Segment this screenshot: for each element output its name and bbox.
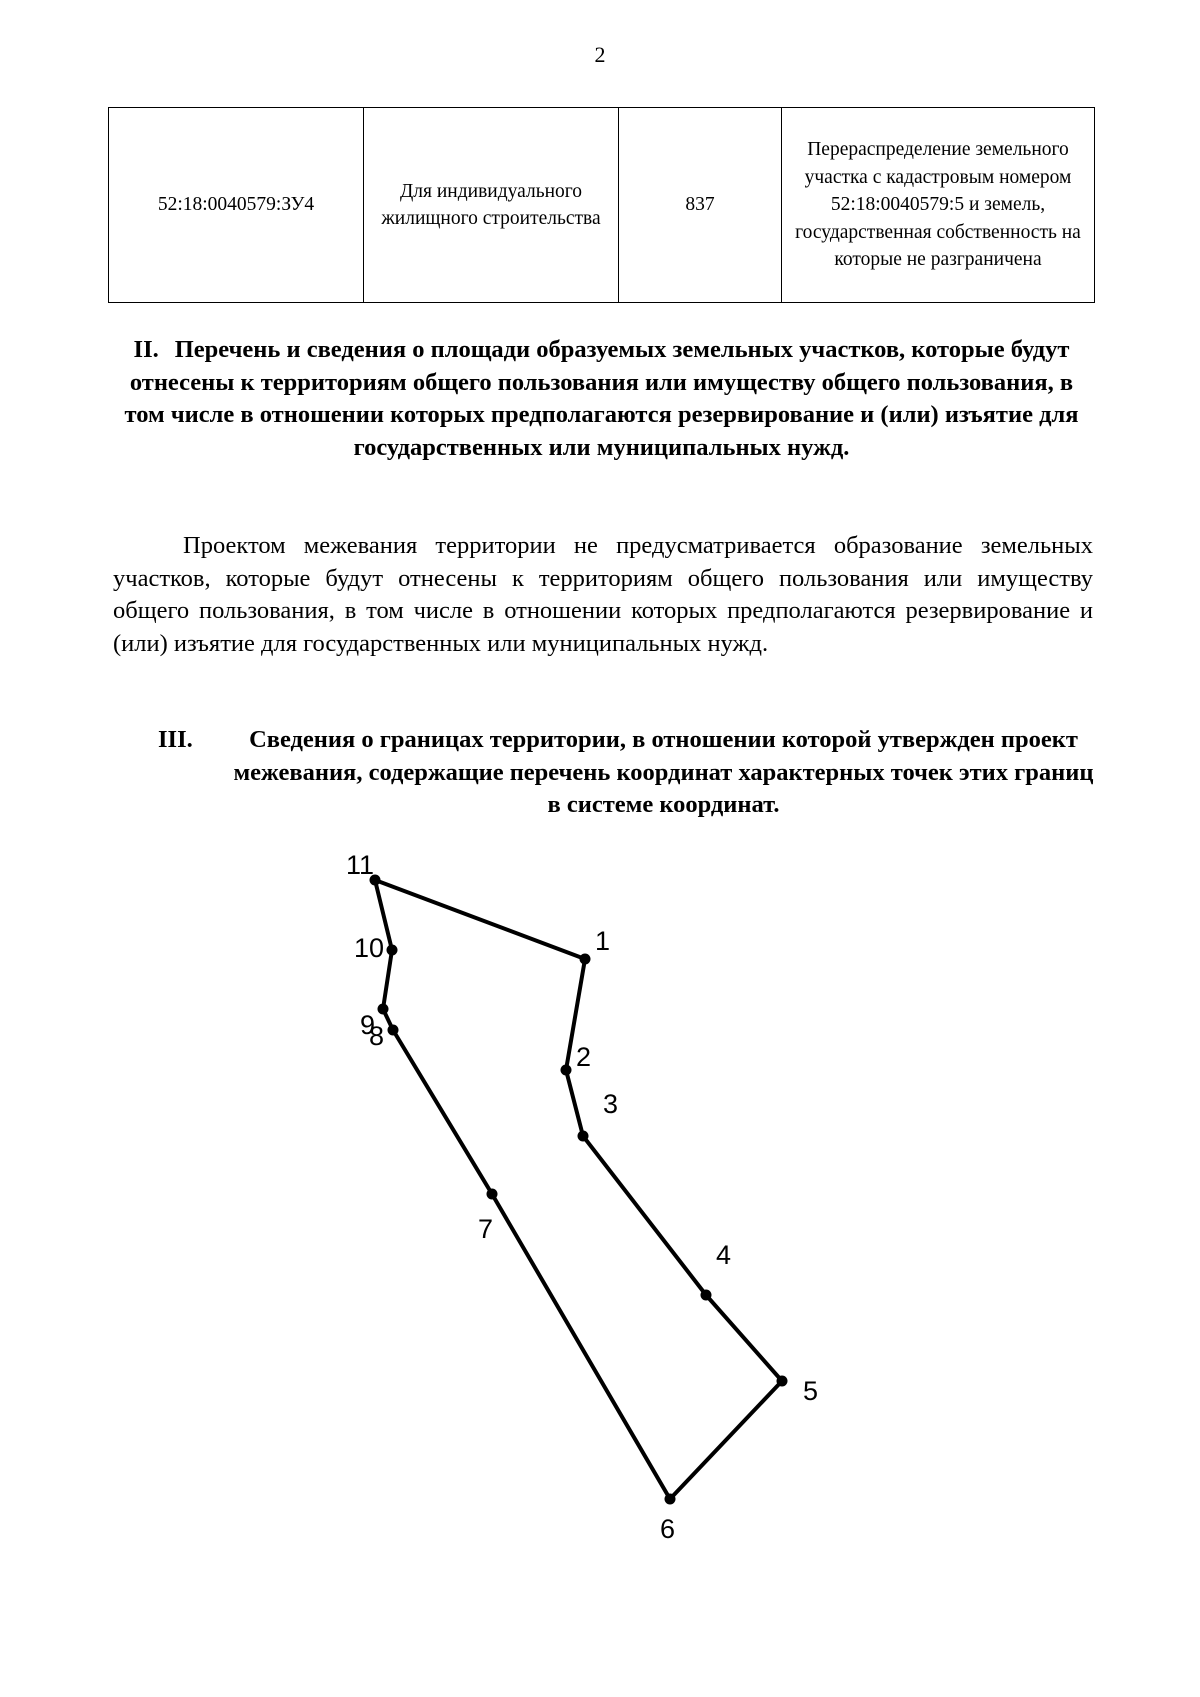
parcel-area-cell: 837 <box>619 108 782 303</box>
parcel-usage-cell: Для индивидуального жилищного строительства <box>364 108 619 303</box>
vertex-label-2: 2 <box>576 1042 592 1072</box>
vertex-marker <box>561 1065 572 1076</box>
page-number: 2 <box>594 42 606 67</box>
vertex-label-4: 4 <box>716 1240 732 1270</box>
section-2-heading <box>110 334 1093 464</box>
vertex-marker <box>487 1189 498 1200</box>
parcel-method-cell: Перераспределение земельного участка с кадастровым номером 52:18:0040579:5 и земель, государственная собственность на которые не разграничена <box>782 108 1095 303</box>
vertex-label-8: 8 <box>369 1021 385 1051</box>
vertex-label-1: 1 <box>595 926 611 956</box>
vertex-markers <box>370 875 788 1505</box>
vertex-label-10: 10 <box>354 933 385 963</box>
vertex-label-6: 6 <box>660 1514 676 1544</box>
boundary-polygon <box>375 880 782 1499</box>
boundary-diagram <box>330 850 850 1544</box>
vertex-marker <box>777 1376 788 1387</box>
vertex-marker <box>578 1131 589 1142</box>
vertex-marker <box>388 1025 399 1036</box>
section-3-heading <box>150 724 1095 822</box>
section-2-number: II. <box>133 336 159 363</box>
section-2-title: Перечень и сведения о площади образуемых земельных участков, которые будут отнесены к территориям общего пользования или имуществу общего пользования, в том числе в отношении которых предполагаются резервирование и (или) изъятие для государственных или муниципальных нужд. <box>124 336 1079 461</box>
vertex-marker <box>665 1494 676 1505</box>
parcel-designation-cell: 52:18:0040579:ЗУ4 <box>109 108 364 303</box>
vertex-marker <box>387 945 398 956</box>
section-3-number: III. <box>158 726 193 753</box>
vertex-marker <box>580 954 591 965</box>
table-row <box>109 108 1095 303</box>
vertex-label-11: 11 <box>346 850 375 880</box>
section-3-title: Сведения о границах территории, в отношении которой утвержден проект межевания, содержащие перечень координат характерных точек этих границ в системе координат. <box>233 726 1094 818</box>
vertex-labels <box>346 850 818 1544</box>
vertex-marker <box>378 1004 389 1015</box>
parcel-table <box>108 107 1095 303</box>
section-2-text: Проектом межевания территории не предусматривается образование земельных участков, которые будут отнесены к территориям общего пользования или имуществу общего пользования, в том числе в отношении которых предполагаются резервирование и (или) изъятие для государственных или муниципальных нужд. <box>113 532 1093 657</box>
vertex-label-7: 7 <box>478 1214 494 1244</box>
vertex-marker <box>701 1290 712 1301</box>
vertex-label-3: 3 <box>603 1089 619 1119</box>
vertex-label-9: 9 <box>360 1010 376 1040</box>
vertex-label-5: 5 <box>803 1376 819 1406</box>
